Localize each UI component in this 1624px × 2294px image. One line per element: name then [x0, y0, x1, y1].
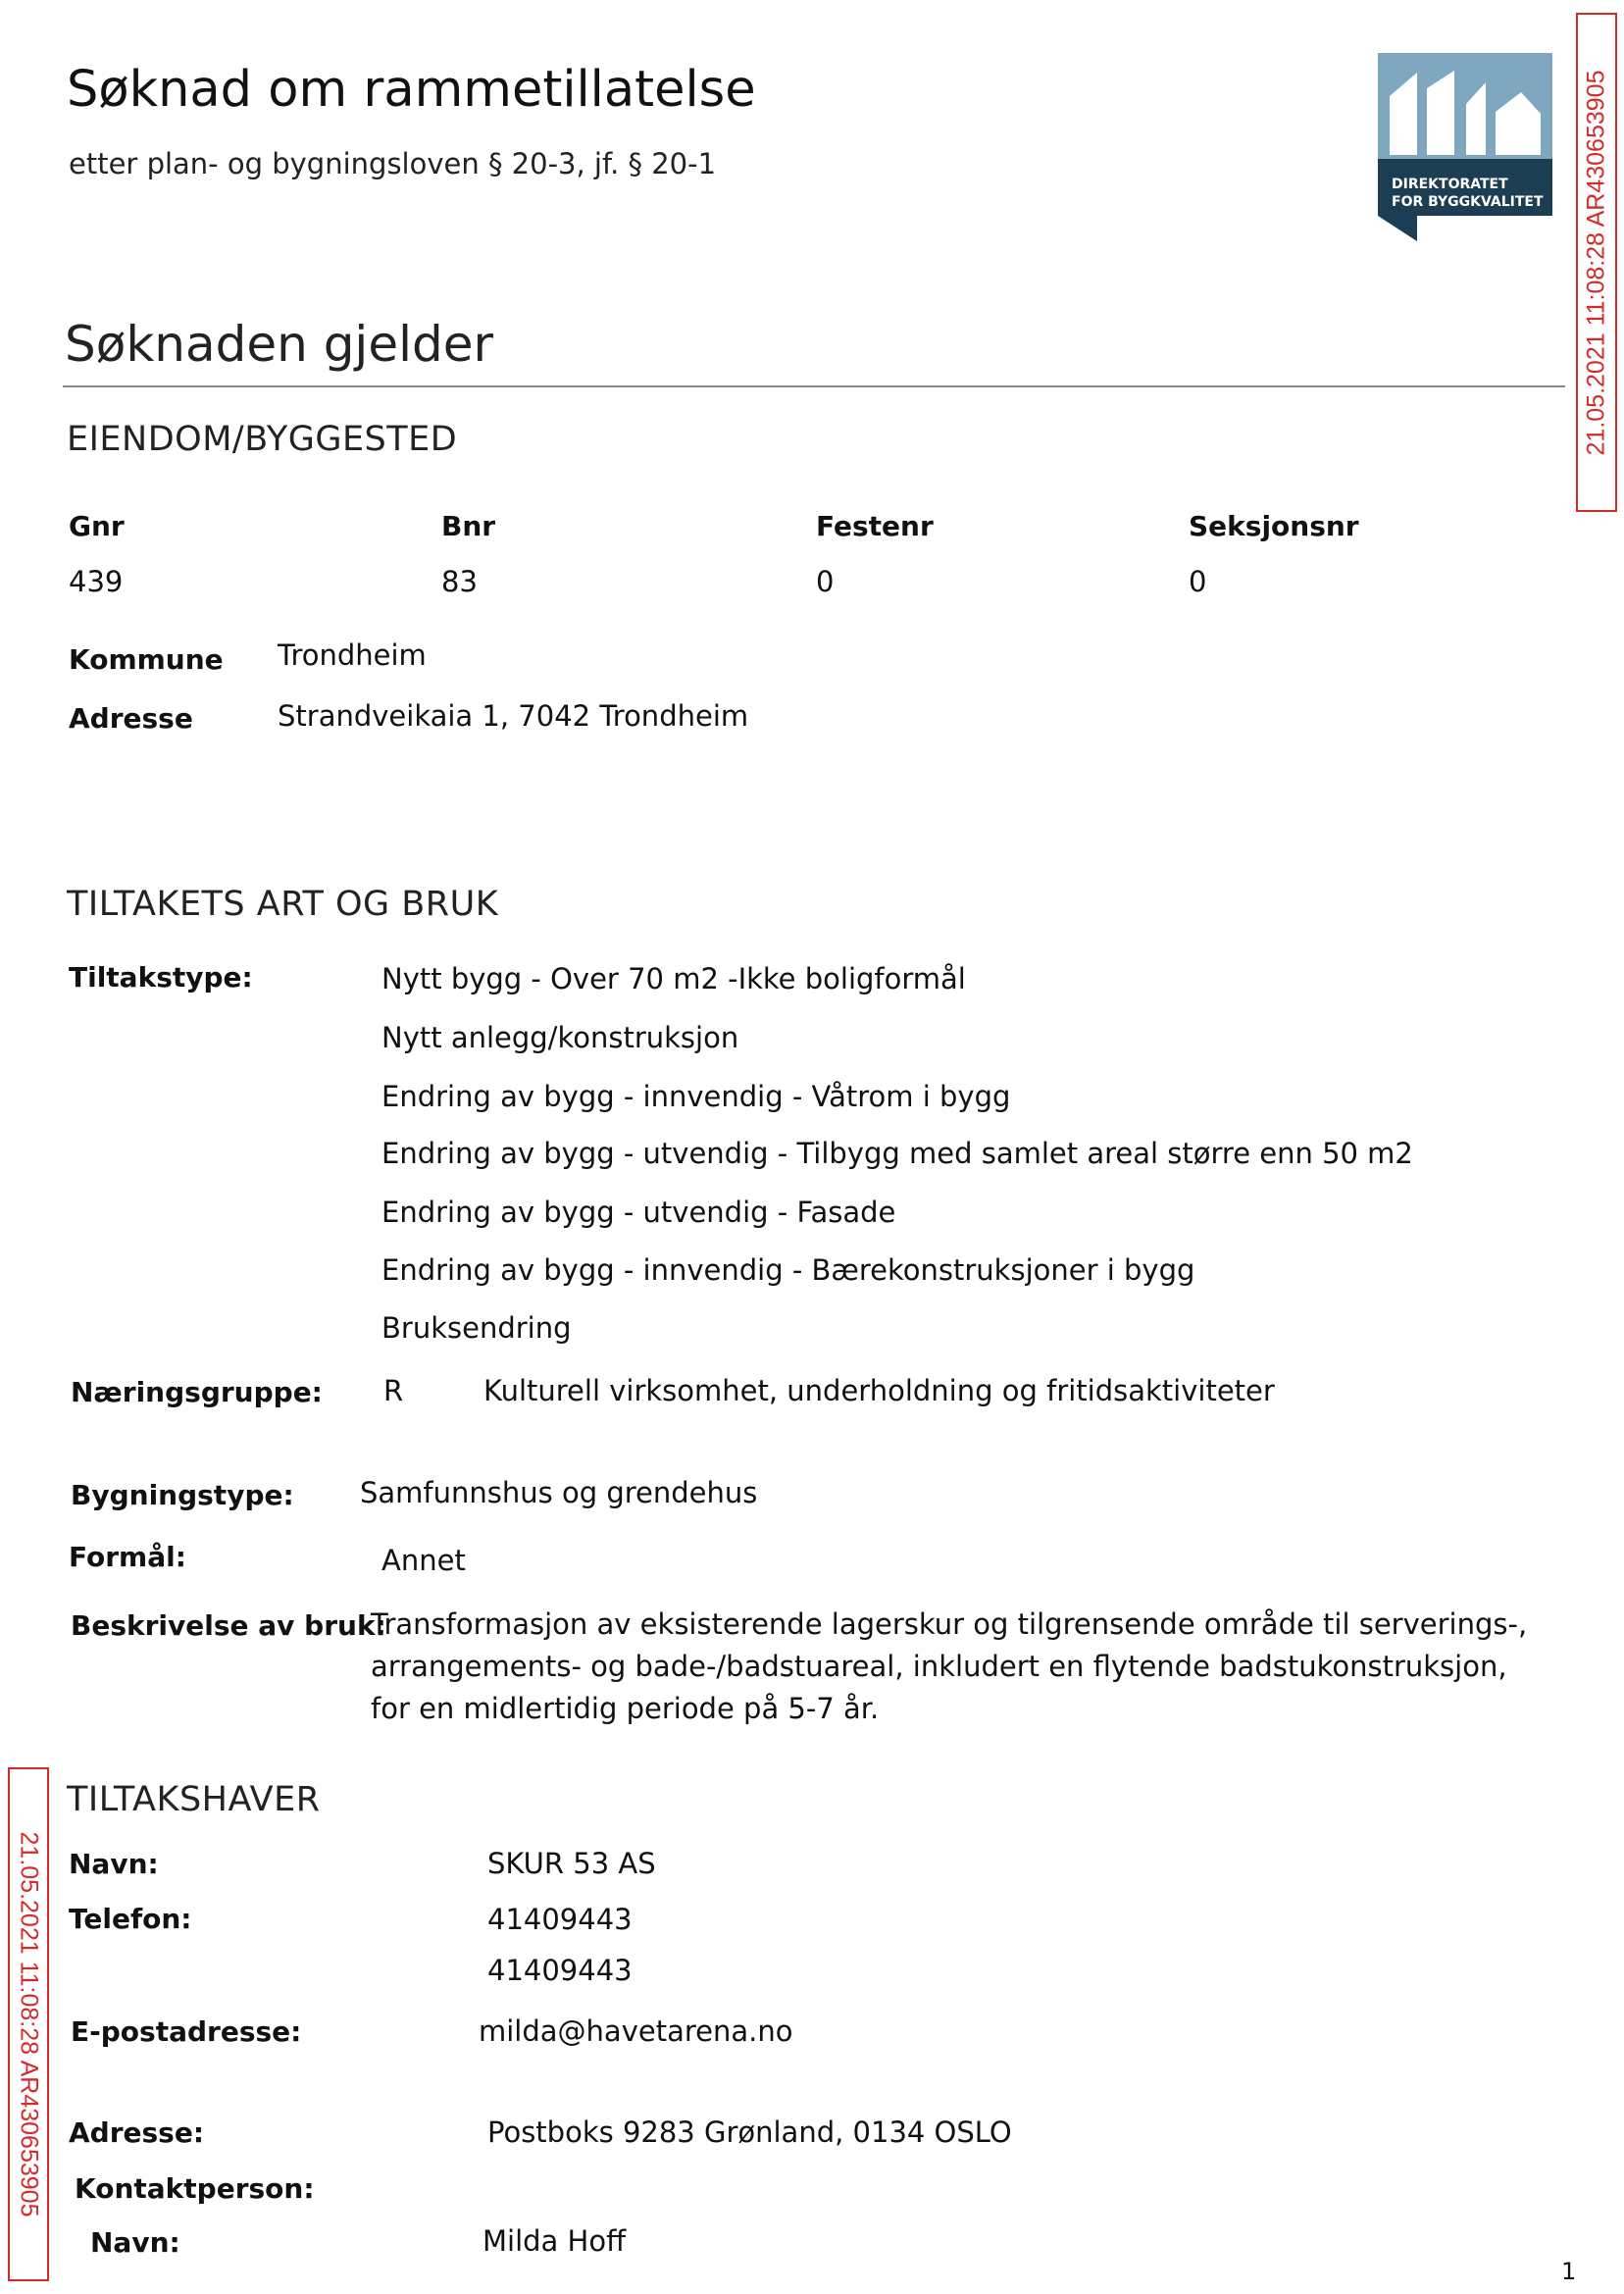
bygningstype-label: Bygningstype:: [71, 1479, 294, 1511]
gnr-label: Gnr: [69, 510, 125, 542]
stamp-text: 21.05.2021 11:08:28 AR430653905: [1582, 70, 1610, 455]
dibk-logo-icon: [1378, 53, 1552, 241]
bnr-value: 83: [441, 565, 478, 598]
telefon-value: 41409443: [487, 1903, 633, 1936]
stamp-text: 21.05.2021 11:08:28 AR430653905: [15, 1831, 43, 2218]
tiltakstype-item: Nytt bygg - Over 70 m2 -Ikke boligformål: [381, 962, 966, 995]
page-subtitle: etter plan- og bygningsloven § 20-3, jf. § 20-1: [69, 147, 717, 180]
tiltakstype-item: Endring av bygg - innvendig - Våtrom i bygg: [381, 1080, 1011, 1113]
seksjonsnr-label: Seksjonsnr: [1189, 510, 1359, 542]
tiltakstype-item: Endring av bygg - utvendig - Tilbygg med samlet areal større enn 50 m2: [381, 1137, 1413, 1170]
section-divider: [63, 385, 1565, 387]
page-number: 1: [1561, 2258, 1577, 2285]
navn-value: SKUR 53 AS: [487, 1847, 656, 1880]
tiltakstype-item: Endring av bygg - utvendig - Fasade: [381, 1196, 896, 1229]
logo-line1: DIREKTORATET: [1392, 177, 1508, 192]
tiltakstype-item: Endring av bygg - innvendig - Bærekonstruksjoner i bygg: [381, 1253, 1195, 1287]
section-title: Søknaden gjelder: [65, 316, 494, 373]
adresse-value: Strandveikaia 1, 7042 Trondheim: [278, 699, 749, 733]
kontakt-navn-value: Milda Hoff: [482, 2224, 627, 2258]
timestamp-stamp-top: [1576, 13, 1617, 512]
naeringsgruppe-text: Kulturell virksomhet, underholdning og fritidsaktiviteter: [483, 1374, 1275, 1407]
tiltakshaver-adresse-value: Postboks 9283 Grønland, 0134 OSLO: [487, 2116, 1012, 2149]
beskrivelse-value: Transformasjon av eksisterende lagerskur og tilgrensende område til serverings-, arrangements- og bade-/badstuareal, inkludert en flytende badstukonstruksjon, for en midlertidig periode på 5-7 år.: [371, 1607, 1528, 1725]
tiltakstype-item: Bruksendring: [381, 1311, 572, 1345]
beskrivelse-label: Beskrivelse av bruk:: [71, 1609, 386, 1642]
naeringsgruppe-label: Næringsgruppe:: [71, 1376, 323, 1408]
timestamp-stamp-bottom: [8, 1767, 49, 2281]
adresse-label: Adresse: [69, 702, 193, 735]
tiltakstype-item: Nytt anlegg/konstruksjon: [381, 1021, 739, 1054]
seksjonsnr-value: 0: [1189, 565, 1207, 598]
epost-label: E-postadresse:: [71, 2015, 302, 2048]
tiltakshaver-heading: TILTAKSHAVER: [67, 1780, 321, 1819]
telefon-label: Telefon:: [69, 1903, 192, 1935]
gnr-value: 439: [69, 565, 124, 598]
festenr-value: 0: [816, 565, 835, 598]
bnr-label: Bnr: [441, 510, 496, 542]
formaal-label: Formål:: [69, 1541, 186, 1573]
formaal-value: Annet: [381, 1544, 466, 1577]
festenr-label: Festenr: [816, 510, 934, 542]
navn-label: Navn:: [69, 1848, 159, 1880]
kontaktperson-label: Kontaktperson:: [75, 2172, 315, 2205]
naeringsgruppe-code: R: [383, 1374, 404, 1407]
tiltakshaver-adresse-label: Adresse:: [69, 2116, 205, 2149]
telefon-value-2: 41409443: [487, 1954, 633, 1987]
logo-line2: FOR BYGGKVALITET: [1392, 194, 1544, 210]
kommune-value: Trondheim: [278, 638, 427, 672]
tiltakstype-label: Tiltakstype:: [69, 961, 253, 994]
epost-value: milda@havetarena.no: [479, 2014, 793, 2048]
kommune-label: Kommune: [69, 643, 224, 676]
tiltak-heading: TILTAKETS ART OG BRUK: [67, 885, 499, 924]
property-heading: EIENDOM/BYGGESTED: [67, 420, 458, 459]
kontakt-navn-label: Navn:: [90, 2226, 180, 2259]
bygningstype-value: Samfunnshus og grendehus: [360, 1476, 758, 1509]
page-title: Søknad om rammetillatelse: [67, 61, 756, 119]
